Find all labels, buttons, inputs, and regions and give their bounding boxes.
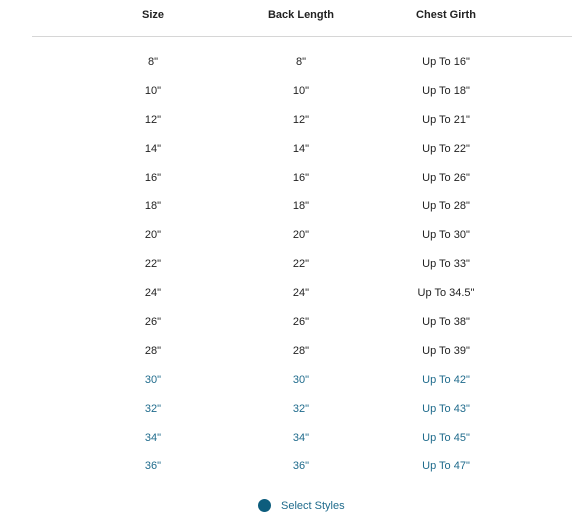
cell-size: 30" [144,373,162,386]
cell-back-length: 32" [292,402,310,415]
legend-label: Select Styles [281,499,345,512]
cell-size: 8" [147,56,159,68]
cell-back-length: 18" [292,200,310,213]
table-body [32,49,572,482]
size-chart-table [32,0,572,473]
cell-chest-girth: Up To 16" [422,56,470,68]
cell-chest-girth: Up To 39" [422,344,470,357]
cell-size: 26" [144,316,162,329]
table-row [32,136,572,165]
cell-chest-girth: Up To 33" [422,258,470,271]
cell-size: 22" [144,258,162,271]
cell-chest-girth: Up To 34.5" [417,287,475,300]
cell-back-length: 26" [292,316,310,329]
table-row [32,309,572,338]
cell-chest-girth: Up To 47" [422,460,470,473]
table-header-row [32,0,572,37]
cell-chest-girth: Up To 26" [422,171,470,184]
cell-back-length: 28" [292,344,310,357]
cell-back-length: 34" [292,431,310,444]
table-row [32,193,572,222]
cell-back-length: 36" [292,460,310,473]
cell-size: 16" [144,171,162,184]
cell-back-length: 20" [292,229,310,242]
table-row [32,107,572,136]
cell-back-length: 14" [292,142,310,155]
select-styles-legend [258,499,345,512]
table-row [32,396,572,425]
cell-chest-girth: Up To 21" [422,113,470,126]
table-row [32,338,572,367]
header-back-length: Back Length [267,9,335,21]
cell-chest-girth: Up To 38" [422,316,470,329]
cell-size: 20" [144,229,162,242]
cell-size: 10" [144,84,162,97]
table-row [32,49,572,78]
cell-chest-girth: Up To 22" [422,142,470,155]
cell-back-length: 10" [292,84,310,97]
cell-chest-girth: Up To 28" [422,200,470,213]
cell-size: 34" [144,431,162,444]
cell-chest-girth: Up To 43" [422,402,470,415]
cell-back-length: 12" [292,113,310,126]
cell-size: 18" [144,200,162,213]
table-row [32,453,572,482]
header-size: Size [141,9,165,21]
table-row [32,165,572,194]
table-row [32,251,572,280]
cell-size: 24" [144,287,162,300]
legend-dot-icon [258,499,271,512]
cell-size: 36" [144,460,162,473]
table-row [32,367,572,396]
header-chest-girth: Chest Girth [416,9,476,21]
cell-back-length: 24" [292,287,310,300]
cell-chest-girth: Up To 18" [422,84,470,97]
cell-size: 32" [144,402,162,415]
cell-size: 12" [144,113,162,126]
cell-size: 14" [144,142,162,155]
cell-chest-girth: Up To 45" [422,431,470,444]
table-row [32,280,572,309]
cell-back-length: 16" [292,171,310,184]
cell-back-length: 8" [295,56,307,68]
table-row [32,425,572,454]
cell-back-length: 30" [292,373,310,386]
cell-back-length: 22" [292,258,310,271]
cell-chest-girth: Up To 42" [422,373,470,386]
table-row [32,222,572,251]
table-row [32,78,572,107]
cell-size: 28" [144,344,162,357]
cell-chest-girth: Up To 30" [422,229,470,242]
